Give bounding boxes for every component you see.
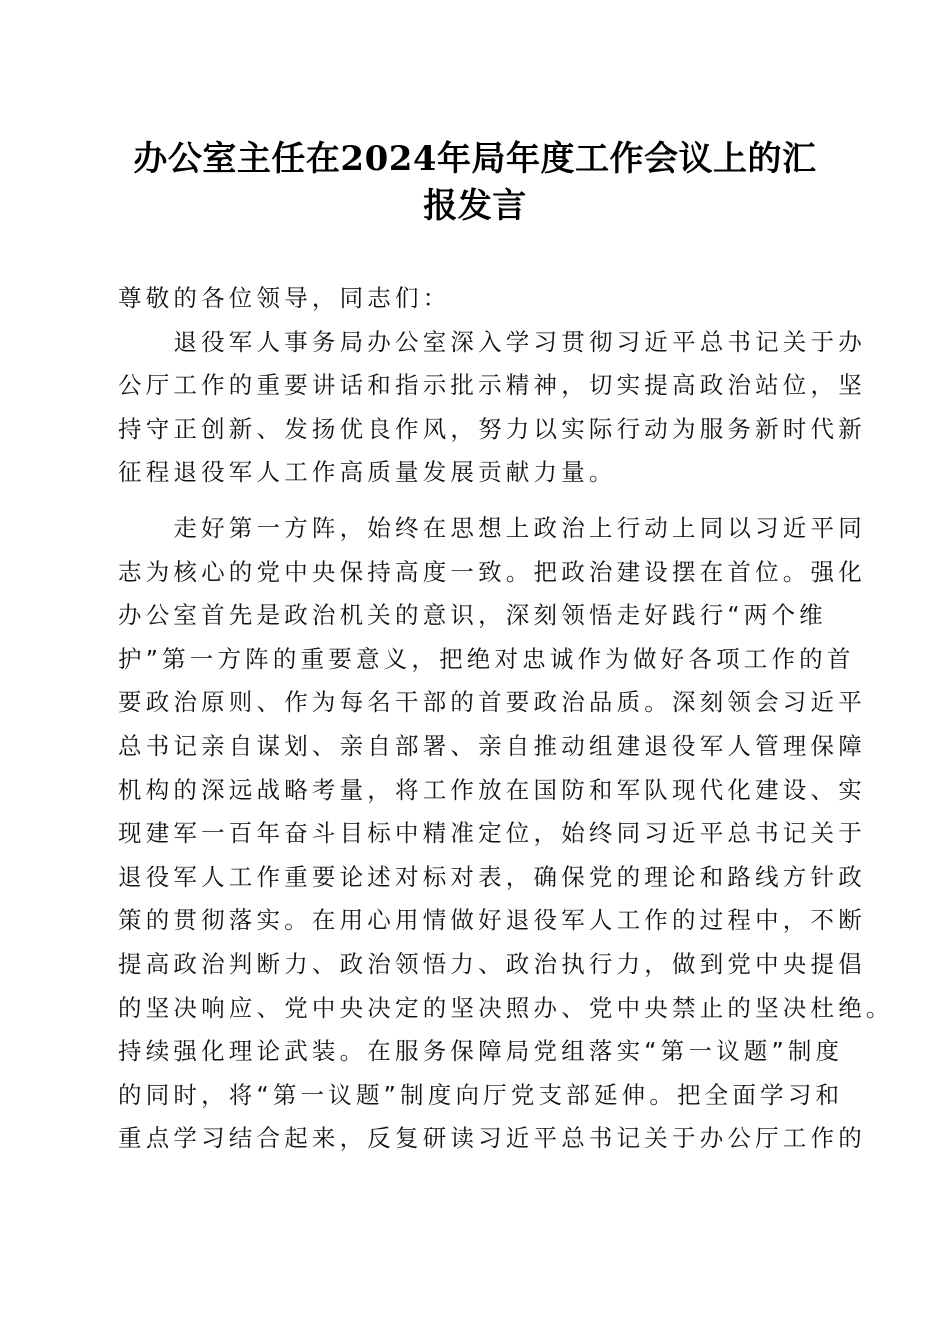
greeting: 尊敬的各位领导，同志们： bbox=[118, 284, 451, 312]
paragraph-line: 重点学习结合起来，反复研读习近平总书记关于办公厅工作的 bbox=[118, 1124, 866, 1153]
paragraph-line: 的坚决响应、党中央决定的坚决照办、党中央禁止的坚决杜绝。 bbox=[118, 993, 894, 1022]
paragraph-gap bbox=[118, 495, 836, 507]
paragraph-line: 提高政治判断力、政治领悟力、政治执行力，做到党中央提倡 bbox=[118, 949, 866, 978]
paragraph-line: 办公室首先是政治机关的意识，深刻领悟走好践行“两个维 bbox=[118, 601, 827, 630]
paragraph-2 bbox=[118, 507, 894, 1161]
paragraph-1 bbox=[118, 321, 866, 495]
paragraph-line: 总书记亲自谋划、亲自部署、亲自推动组建退役军人管理保障 bbox=[118, 731, 866, 760]
paragraph-line: 退役军人工作重要论述对标对表，确保党的理论和路线方针政 bbox=[118, 862, 866, 891]
paragraph-line: 退役军人事务局办公室深入学习贯彻习近平总书记关于办 bbox=[118, 327, 866, 356]
paragraph-line: 持续强化理论武装。在服务保障局党组落实“第一议题”制度 bbox=[118, 1037, 844, 1066]
paragraph-line: 公厅工作的重要讲话和指示批示精神，切实提高政治站位，坚 bbox=[118, 371, 866, 400]
document-body bbox=[118, 277, 894, 1161]
title-line-1: 办公室主任在2024年局年度工作会议上的汇 bbox=[133, 139, 817, 179]
paragraph-line: 要政治原则、作为每名干部的首要政治品质。深刻领会习近平 bbox=[118, 688, 866, 717]
paragraph-line: 走好第一方阵，始终在思想上政治上行动上同以习近平同 bbox=[118, 513, 866, 542]
paragraph-line: 现建军一百年奋斗目标中精准定位，始终同习近平总书记关于 bbox=[118, 819, 866, 848]
paragraph-line: 持守正创新、发扬优良作风，努力以实际行动为服务新时代新 bbox=[118, 414, 866, 443]
paragraph-line: 机构的深远战略考量，将工作放在国防和军队现代化建设、实 bbox=[118, 775, 866, 804]
title-line-2: 报发言 bbox=[423, 186, 527, 226]
paragraph-line: 的同时，将“第一议题”制度向厅党支部延伸。把全面学习和 bbox=[118, 1080, 844, 1109]
paragraph-line: 策的贯彻落实。在用心用情做好退役军人工作的过程中，不断 bbox=[118, 906, 866, 935]
paragraph-line: 征程退役军人工作高质量发展贡献力量。 bbox=[118, 458, 617, 487]
paragraph-line: 护”第一方阵的重要意义，把绝对忠诚作为做好各项工作的首 bbox=[118, 644, 855, 673]
paragraph-line: 志为核心的党中央保持高度一致。把政治建设摆在首位。强化 bbox=[118, 557, 866, 586]
document-title bbox=[100, 136, 850, 230]
